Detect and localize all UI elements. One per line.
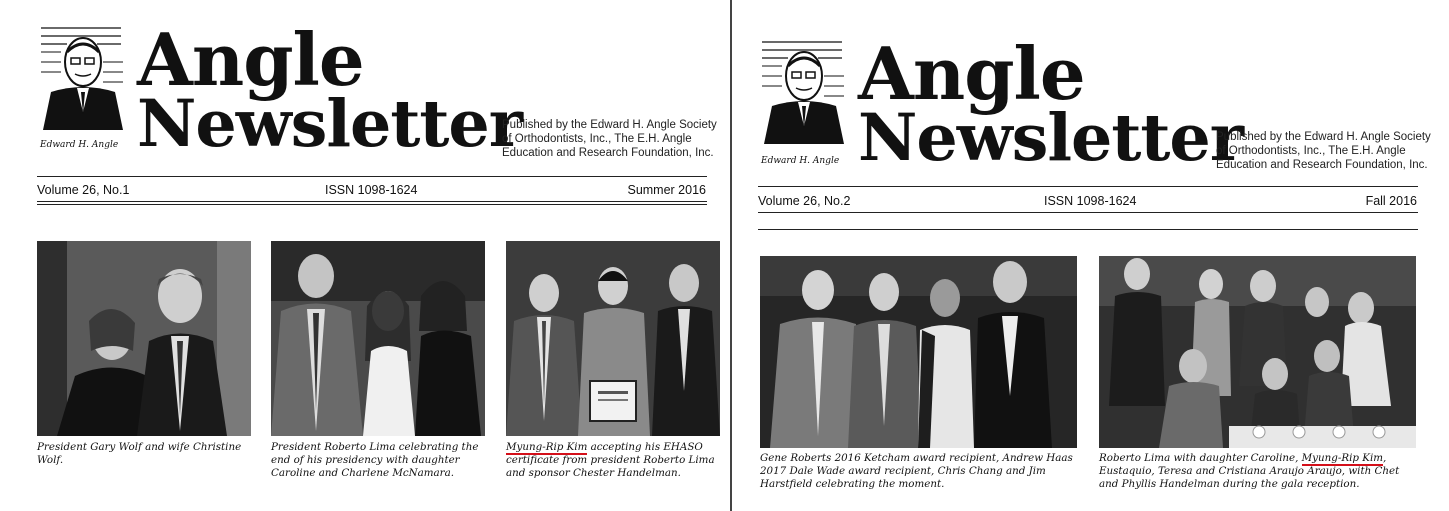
issn-number: ISSN 1098-1624	[325, 183, 418, 197]
founder-portrait-image	[37, 22, 125, 140]
publisher-line: Published by the Edward H. Angle Society	[502, 119, 717, 131]
volume-number: Volume 26, No.1	[37, 183, 130, 197]
masthead-title-newsletter: Newsletter	[137, 86, 523, 162]
masthead-title-angle: Angle	[137, 17, 364, 102]
publisher-statement	[1216, 130, 1431, 172]
publisher-line: Education and Research Foundation, Inc.	[502, 147, 714, 159]
photo-award-recipients	[760, 256, 1077, 448]
top-rule	[37, 176, 707, 177]
photo-roberto-lima-celebrating	[271, 241, 485, 436]
founder-signature: Edward H. Angle	[761, 156, 840, 166]
photo-caption: Gene Roberts 2016 Ketcham award recipient, Andrew Haas 2017 Dale Wade award recipient, Chris Chang and Jim Harstfield celebrating the moment.	[760, 452, 1073, 490]
top-rule	[758, 186, 1418, 187]
highlighted-name: Myung-Rip Kim	[1301, 452, 1383, 464]
issue-season: Summer 2016	[627, 183, 706, 197]
volume-number: Volume 26, No.2	[758, 194, 851, 208]
publisher-statement	[502, 118, 717, 160]
caption-text: , Eustaquio, Teresa and Cristiana Araujo Araujo, with Chet and Phyllis Handelman during the gala reception.	[1099, 452, 1400, 490]
highlighted-name: Myung-Rip Kim	[506, 441, 588, 453]
photo-myung-rip-kim-certificate	[506, 241, 720, 436]
bottom-rule-2	[758, 229, 1418, 230]
bottom-rule-1	[37, 201, 707, 202]
publisher-line: Education and Research Foundation, Inc.	[1216, 159, 1428, 171]
bottom-rule-2	[37, 204, 707, 205]
newsletter-fall-2016	[734, 0, 1449, 511]
caption-text: accepting his EHASO certificate from president Roberto Lima and sponsor Chester Handelman.	[506, 441, 715, 479]
photo-caption	[1099, 452, 1419, 491]
founder-portrait-image	[758, 36, 846, 154]
masthead-title-newsletter: Newsletter	[858, 100, 1244, 176]
bottom-rule-1	[758, 212, 1418, 213]
publisher-line: of Orthodontists, Inc., The E.H. Angle	[502, 133, 692, 145]
issue-season: Fall 2016	[1365, 194, 1417, 208]
caption-text: Roberto Lima with daughter Caroline,	[1099, 452, 1302, 464]
photo-gala-reception	[1099, 256, 1416, 448]
issn-number: ISSN 1098-1624	[1044, 194, 1137, 208]
photo-caption: President Roberto Lima celebrating the end of his presidency with daughter Caroline and Charlene McNamara.	[271, 441, 479, 479]
founder-signature: Edward H. Angle	[40, 140, 119, 150]
publisher-line: Published by the Edward H. Angle Society	[1216, 131, 1431, 143]
photo-gary-wolf-and-christine	[37, 241, 251, 436]
photo-caption	[506, 441, 720, 480]
masthead-title-angle: Angle	[858, 31, 1085, 116]
photo-caption: President Gary Wolf and wife Christine Wolf.	[37, 441, 242, 466]
publisher-line: of Orthodontists, Inc., The E.H. Angle	[1216, 145, 1406, 157]
